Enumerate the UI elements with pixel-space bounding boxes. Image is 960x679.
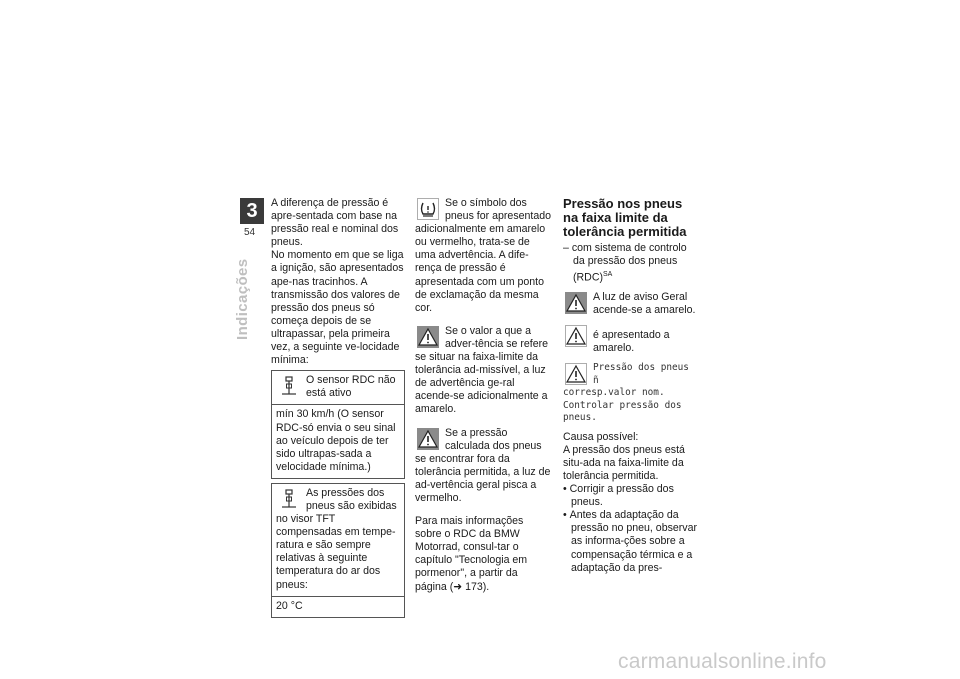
tire-pressure-icon: [417, 198, 439, 220]
tire-sensor-icon: [278, 375, 300, 397]
display-line: Pressão dos pneus ñ: [593, 362, 689, 386]
paragraph: A luz de aviso Geral acende-se a amarelo.: [593, 290, 696, 316]
info-box-note: [272, 371, 404, 404]
watermark: carmanualsonline.info: [618, 650, 827, 673]
paragraph: No momento em que se liga a ignição, são apresentados ape-nas tracinhos. A transmissão dos valores de pressão dos pneus só começa depois de se ultrapassar, pela primeira vez, a seguinte ve-locidade mínima:: [271, 249, 404, 367]
note-text: O sensor RDC não está ativo: [306, 374, 396, 400]
column-2: [415, 197, 551, 594]
info-box-note: [272, 484, 404, 596]
chapter-number: 3: [240, 198, 264, 224]
general-warning-row: [563, 291, 700, 317]
page-number: 54: [244, 227, 256, 238]
warning-outline-icon: [565, 363, 587, 385]
info-box-temperature: [271, 483, 405, 618]
warning-outline-icon: [565, 325, 587, 347]
value-text: mín 30 km/h (O sensor RDC-só envia o seu sinal ao veículo depois de ter sido ultrapas-sada a velocidade mínima.): [276, 408, 396, 473]
paragraph: é apresentado a amarelo.: [593, 329, 670, 355]
cause-text: A pressão dos pneus está situ-ada na faixa-limite da tolerância permitida.: [563, 443, 685, 482]
tire-sensor-icon: [278, 488, 300, 510]
warning-paragraph: [415, 325, 551, 417]
display-line: pneus.: [563, 412, 597, 424]
tire-symbol-paragraph: [415, 197, 551, 315]
display-line: Controlar pressão dos: [563, 399, 682, 411]
paragraph: A diferença de pressão é apre-sentada com base na pressão real e nominal dos pneus.: [271, 197, 399, 249]
column-3: [563, 197, 700, 575]
note-text: As pressões dos pneus são exibidas no visor TFT compensadas em tempe-ratura e são sempre relativas à seguinte temperatura do ar dos pneus:: [276, 486, 397, 591]
info-box-value: [272, 404, 404, 477]
equipment-note: – com sistema de controlo da pressão dos pneus (RDC)$^{SA}$: [563, 242, 687, 284]
info-box-rdc: [271, 370, 405, 479]
list-item: • Antes da adaptação da pressão no pneu, observar as informa-ções sobre a compensação térmica e a adaptação da pres-: [563, 509, 698, 574]
paragraph: Para mais informações sobre o RDC da BMW Motorrad, consul-tar o capítulo "Tecnologia em pormenor", a partir da página (➜ 173).: [415, 515, 528, 593]
cause-label: Causa possível:: [563, 430, 639, 443]
value-text: 20 °C: [276, 599, 303, 612]
warning-light-icon: [565, 292, 587, 314]
paragraph: Se o valor a que a adver-tência se refere se situar na faixa-limite da tolerância ad-missível, a luz de advertência ge-ral acende-se adicionalmente a amarelo.: [415, 324, 549, 416]
column-1: [271, 197, 405, 618]
list-item: • Corrigir a pressão dos pneus.: [563, 483, 674, 509]
warning-triangle-icon: [417, 326, 439, 348]
paragraph: Se o símbolo dos pneus for apresentado adicionalmente em amarelo ou vermelho, trata-se de uma advertência. A dife-rença de pressão é apresentada com um ponto de exclamação da mesma cor.: [415, 197, 552, 314]
section-heading: Pressão nos pneus na faixa limite da tolerância permitida: [563, 196, 687, 239]
display-line: corresp.valor nom.: [563, 387, 665, 399]
display-message-row: [563, 362, 700, 425]
info-box-value: [272, 596, 404, 617]
paragraph: Se a pressão calculada dos pneus se encontrar fora da tolerância permitida, a luz de ad-vertência geral pisca a vermelho.: [415, 426, 551, 504]
warning-triangle-icon: [417, 428, 439, 450]
sa-superscript: SA: [603, 271, 613, 279]
warning-paragraph: [415, 427, 551, 506]
chapter-side-title: Indicações: [234, 258, 251, 340]
symbol-warning-row: [563, 324, 700, 355]
